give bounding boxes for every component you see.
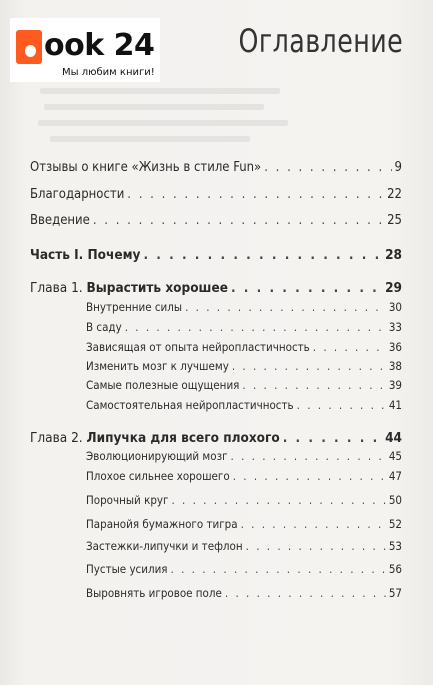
chapter-prefix: Глава 2. — [30, 430, 87, 446]
toc-section — [86, 398, 402, 412]
leader-dots — [283, 430, 382, 446]
leader-dots — [241, 517, 386, 531]
toc-chapter — [30, 280, 402, 296]
toc-entry-page: 25 — [387, 213, 402, 228]
chapter-name: Липучка для всего плохого — [86, 430, 280, 446]
leader-dots — [171, 493, 385, 507]
toc-section-page: 56 — [388, 562, 402, 576]
toc-section-title: Самостоятельная нейропластичность — [86, 398, 294, 412]
toc-entry-title: Отзывы о книге «Жизнь в стиле Fun» — [30, 160, 262, 175]
leader-dots — [185, 300, 386, 314]
toc-section-page: 45 — [388, 449, 402, 463]
toc-entry-title: Благодарности — [30, 187, 125, 202]
toc-section-title: Выровнять игровое поле — [86, 586, 222, 600]
toc-entry — [30, 187, 402, 202]
toc-part — [30, 247, 402, 263]
toc-part-title: Часть I. Почему — [30, 247, 141, 263]
toc-section-page: 38 — [388, 359, 402, 373]
toc-part-page: 28 — [385, 247, 402, 263]
toc-section-title: Изменить мозг к лучшему — [86, 359, 229, 373]
toc-section — [86, 449, 402, 463]
toc-section-page: 36 — [388, 340, 402, 354]
toc-section-page: 57 — [388, 586, 402, 600]
toc-entry-page: 22 — [387, 187, 402, 202]
toc-section-title: Паранойя бумажного тигра — [86, 517, 238, 531]
toc-chapter-page: 44 — [385, 430, 402, 446]
leader-dots — [297, 398, 386, 412]
leader-dots — [171, 562, 386, 576]
chapter-prefix: Глава 1. — [30, 280, 87, 296]
leader-dots — [246, 539, 386, 553]
toc-section-title: В саду — [86, 320, 122, 334]
toc-section-page: 39 — [388, 378, 402, 392]
toc-section — [86, 562, 402, 576]
leader-dots — [231, 449, 386, 463]
page-title: Оглавление — [238, 22, 403, 60]
toc-section-title: Эволюционирующий мозг — [86, 449, 228, 463]
toc-section — [86, 539, 402, 553]
toc-section — [86, 378, 402, 392]
leader-dots — [125, 320, 386, 334]
toc-section-title: Внутренние силы — [86, 300, 183, 314]
toc-section — [86, 359, 402, 373]
toc-chapter-title — [30, 280, 228, 296]
toc-entry-title: Введение — [30, 213, 90, 228]
toc-chapter-title — [30, 430, 280, 446]
toc-section-title: Порочный круг — [86, 493, 169, 507]
toc-entry-page: 9 — [394, 160, 402, 175]
toc-section-page: 33 — [388, 320, 402, 334]
logo-tagline: Мы любим книги! — [62, 67, 155, 78]
toc-section — [86, 586, 402, 600]
leader-dots — [93, 213, 384, 228]
toc-section-title: Застежки-липучки и тефлон — [86, 539, 243, 553]
toc-section — [86, 517, 402, 531]
toc-section — [86, 300, 402, 314]
toc-section-page: 52 — [388, 517, 402, 531]
toc-section-title: Пустые усилия — [86, 562, 168, 576]
toc-chapter-page: 29 — [385, 280, 402, 296]
toc-section-page: 41 — [388, 398, 402, 412]
logo-wordmark: ook 24 — [44, 28, 155, 63]
toc-entry — [30, 213, 402, 228]
toc-section-title: Плохое сильнее хорошего — [86, 469, 230, 483]
toc-section-title: Самые полезные ощущения — [86, 378, 240, 392]
leader-dots — [313, 340, 386, 354]
leader-dots — [264, 160, 391, 175]
toc-section-title: Зависящая от опыта нейропластичность — [86, 340, 310, 354]
toc-chapter — [30, 430, 402, 446]
leader-dots — [127, 187, 384, 202]
toc-entry — [30, 160, 402, 175]
leader-dots — [231, 280, 382, 296]
leader-dots — [232, 359, 386, 373]
chapter-name: Вырастить хорошее — [86, 280, 228, 296]
toc-section — [86, 493, 402, 507]
toc-section — [86, 320, 402, 334]
leader-dots — [233, 469, 386, 483]
leader-dots — [242, 378, 385, 392]
toc-section-page: 50 — [388, 493, 402, 507]
leader-dots — [143, 247, 382, 263]
toc-section — [86, 340, 402, 354]
toc-section-page: 30 — [388, 300, 402, 314]
toc-section-page: 53 — [388, 539, 402, 553]
toc-section-page: 47 — [388, 469, 402, 483]
toc-section — [86, 469, 402, 483]
leader-dots — [225, 586, 386, 600]
